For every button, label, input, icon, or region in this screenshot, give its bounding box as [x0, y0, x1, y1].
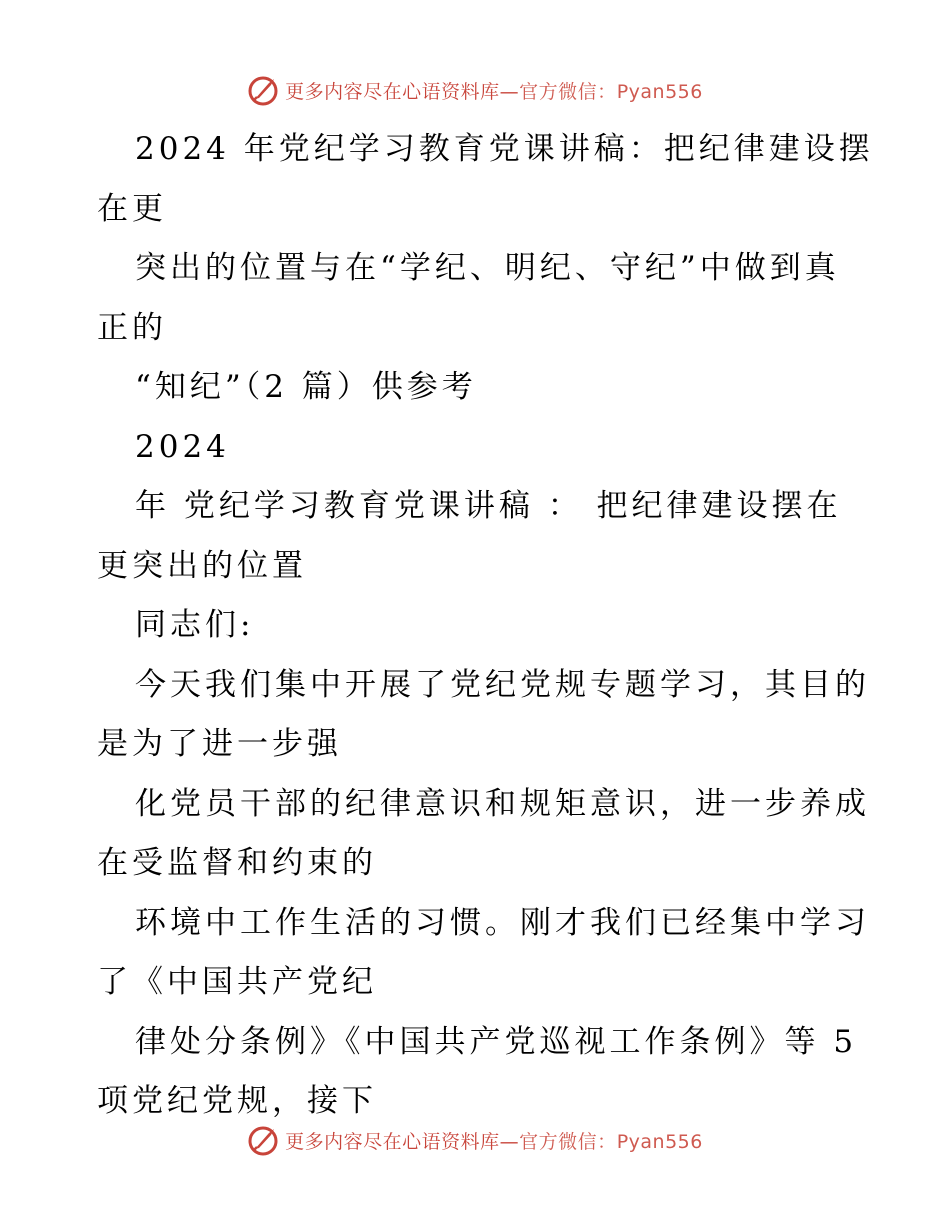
paragraph-wrap-line: 是为了进一步强 [97, 726, 342, 762]
paragraph-first-line: 2024 年党纪学习教育党课讲稿：把纪律建设摆 [135, 131, 874, 167]
paragraph-first-line: “知纪”（2 篇）供参考 [135, 369, 477, 405]
paragraph-first-line: 年 党纪学习教育党课讲稿 ： 把纪律建设摆在 [135, 488, 842, 524]
watermark-banner-bottom [0, 1120, 950, 1160]
paragraph-body [0, 775, 950, 894]
paragraph-title-line [0, 358, 950, 418]
paragraph-first-line: 环境中工作生活的习惯。刚才我们已经集中学习 [135, 904, 870, 941]
watermark-text [285, 77, 703, 104]
quill-logo-icon [247, 1123, 281, 1157]
paragraph-first-line: 律处分条例》《中国共产党巡视工作条例》等 5 [135, 1023, 858, 1060]
watermark-wechat-id: Pyan556 [616, 80, 703, 103]
watermark-dash: — [499, 1130, 520, 1153]
quill-logo-icon [247, 73, 281, 107]
paragraph-first-line: 化党员干部的纪律意识和规矩意识，进一步养成 [135, 785, 870, 822]
watermark-site-text: 更多内容尽在心语资料库 [285, 1130, 500, 1153]
watermark-dash: — [499, 80, 520, 103]
paragraph-wrap-line: 在受监督和约束的 [97, 845, 377, 881]
paragraph-wrap-line: 项党纪党规，接下 [97, 1083, 377, 1119]
document-body [0, 120, 950, 1132]
watermark-text [285, 1127, 703, 1154]
paragraph-wrap-line: 了《中国共产党纪 [97, 964, 377, 1000]
paragraph-body [0, 656, 950, 775]
paragraph-first-line: 2024 [135, 428, 230, 465]
paragraph-wrap-line: 正的 [97, 309, 167, 346]
watermark-wechat-label: 官方微信： [519, 1130, 617, 1153]
paragraph-wrap-line: 更突出的位置 [97, 547, 307, 584]
watermark-site-text: 更多内容尽在心语资料库 [285, 80, 500, 103]
watermark-banner-top [0, 70, 950, 110]
paragraph-title-line [0, 239, 950, 358]
paragraph-subtitle [0, 477, 950, 596]
paragraph-year [0, 418, 950, 478]
paragraph-title-line [0, 120, 950, 239]
paragraph-salutation [0, 596, 950, 656]
paragraph-body [0, 894, 950, 1013]
paragraph-first-line: 同志们: [135, 607, 255, 643]
paragraph-body [0, 1013, 950, 1132]
watermark-wechat-id: Pyan556 [616, 1130, 703, 1153]
paragraph-first-line: 突出的位置与在“学纪、明纪、守纪”中做到真 [135, 250, 840, 286]
paragraph-wrap-line: 在更 [97, 190, 167, 227]
paragraph-first-line: 今天我们集中开展了党纪党规专题学习，其目的 [135, 666, 870, 703]
watermark-wechat-label: 官方微信： [519, 80, 617, 103]
